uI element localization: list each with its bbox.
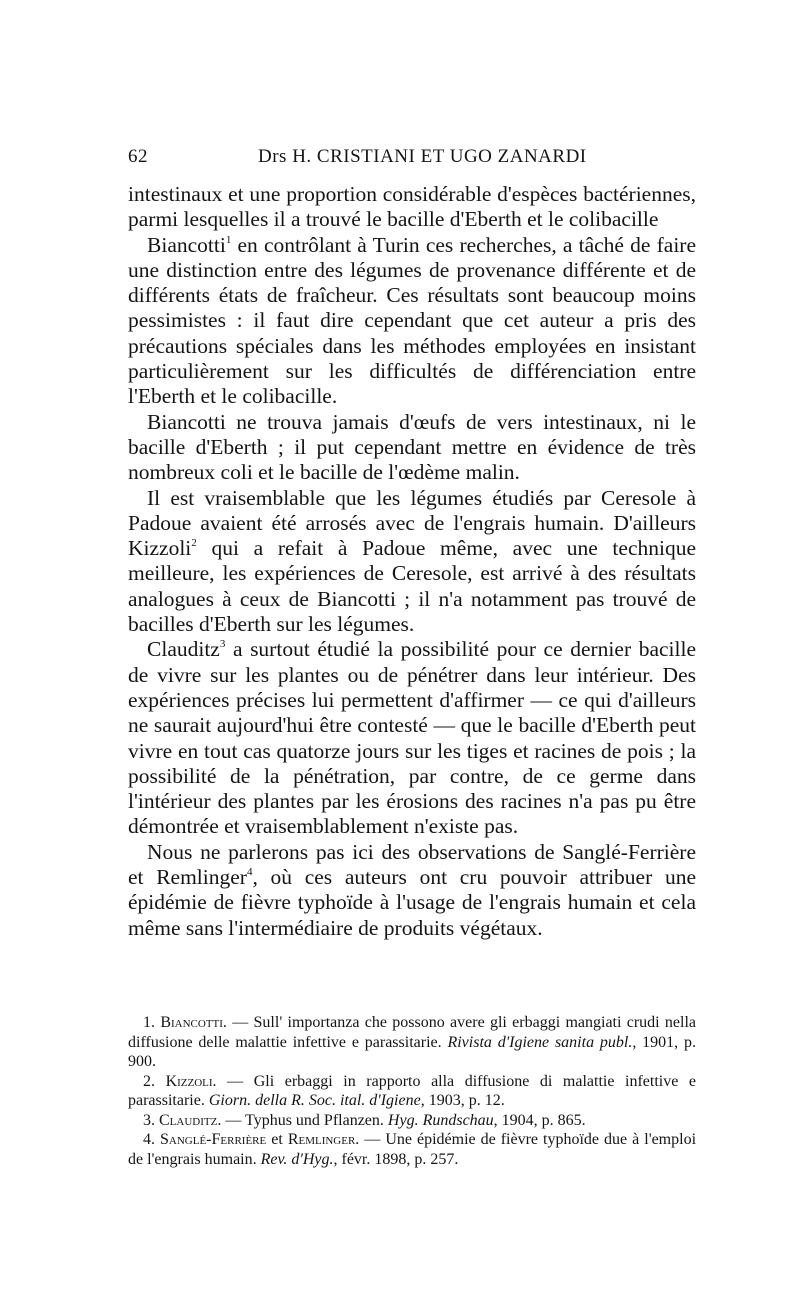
footnote <box>128 1072 696 1111</box>
footnote-tail: , 1904, p. 865. <box>493 1111 586 1129</box>
footnote-number: 4. <box>143 1131 155 1148</box>
footnote-number: 3. <box>143 1111 155 1129</box>
paragraph-text: Il est vraisemblable que les légumes étudiés par Ceresole à Padoue avaient été arrosés avec de l'engrais humain. D'ailleurs Kizzoli <box>128 485 696 561</box>
footnote <box>128 1130 696 1169</box>
footnote-tail: , 1903, p. 12. <box>420 1092 505 1109</box>
paragraph <box>128 486 696 638</box>
footnote-tail: , févr. 1898, p. 257. <box>333 1150 459 1168</box>
running-header <box>128 146 698 176</box>
running-title: Drs H. CRISTIANI ET UGO ZANARDI <box>258 146 587 167</box>
footnote-source: Rivista d'Igiene sanita publ. <box>447 1033 633 1051</box>
footnote-ref: 1 <box>225 233 232 246</box>
paragraph-text: a surtout étudié la possibilité pour ce dernier bacille de vivre sur les plantes ou de pénétrer dans leur intérieur. Des expériences précises lui permettent d'affirmer — ce qui d'ailleurs ne saurait aujourd'hui être contesté — que le bacille d'Eberth peut vivre en tout cas quatorze jours sur les tiges et racines de pois ; la possibilité de la pénétration, par contre, de ce germe dans l'intérieur des plantes par les érosions des racines n'a pas pu être démontrée et vraisemblablement n'existe pas. <box>128 637 696 839</box>
footnote-source: Hyg. Rundschau <box>387 1111 494 1129</box>
footnote-ref: 3 <box>219 638 226 651</box>
paragraph <box>128 410 696 486</box>
paragraph <box>128 637 696 839</box>
footnote-text: et <box>266 1131 288 1148</box>
paragraph-text: , où ces auteurs ont cru pouvoir attribuer une épidémie de fièvre typhoïde à l'usage de l'engrais humain et cela même sans l'intermédiaire de produits végétaux. <box>128 865 696 940</box>
footnote-text: — Sull' importanza che possono avere gli erbaggi mangiati crudi nella diffusione delle malattie infettive e parassitarie. <box>128 1014 697 1051</box>
paragraph-text: Nous ne parlerons pas ici des observations de Sanglé-Ferrière et Remlinger <box>128 839 696 890</box>
footnote <box>128 1013 696 1072</box>
footnote <box>128 1111 696 1131</box>
paragraph-text: en contrôlant à Turin ces recherches, a tâché de faire une distinction entre des légumes de provenance différente et de différents états de fraîcheur. Ces résultats sont beaucoup moins pessimistes : il faut dire cependant que cet auteur a pris des précautions spéciales dans les méthodes employées en insistant particulièrement sur les difficultés de différenciation entre l'Eberth et le colibacille. <box>128 232 696 409</box>
footnote-ref: 4 <box>246 866 253 879</box>
footnote-tail: , 1901, p. 900. <box>128 1033 696 1070</box>
body-text <box>128 182 696 941</box>
footnote-author-2: Remlinger. <box>287 1131 360 1148</box>
paragraph-text: intestinaux et une proportion considérable d'espèces bactériennes, parmi lesquelles il a trouvé le bacille d'Eberth et le colibacille <box>128 182 696 232</box>
paragraph <box>128 840 696 941</box>
footnote-source: Giorn. della R. Soc. ital. d'Igiene <box>208 1092 421 1109</box>
footnote-text: — Typhus und Pflanzen. <box>221 1111 388 1129</box>
author-name: Biancotti <box>147 232 226 257</box>
paragraph <box>128 182 696 233</box>
footnote-author: Kizzoli. <box>165 1072 217 1090</box>
footnote-author: Clauditz. <box>159 1111 222 1129</box>
page-number: 62 <box>128 146 148 167</box>
footnote-ref: 2 <box>191 537 197 550</box>
footnote-number: 2. <box>143 1072 155 1090</box>
footnote-author: Biancotti. <box>160 1014 227 1031</box>
footnote-text: — Gli erbaggi in rapporto alla diffusione di malattie infettive e parassitarie. <box>128 1072 697 1109</box>
author-name: Clauditz <box>147 637 220 662</box>
footnote-source: Rev. d'Hyg. <box>260 1150 334 1168</box>
footnotes <box>128 1013 696 1169</box>
footnote-text-2: — Une épidémie de fièvre typhoïde due à l'emploi de l'engrais humain. <box>128 1131 697 1168</box>
footnote-number: 1. <box>143 1014 155 1031</box>
paragraph-text: Biancotti ne trouva jamais d'œufs de vers intestinaux, ni le bacille d'Eberth ; il put cependant mettre en évidence de très nombreux coli et le bacille de l'œdème malin. <box>128 409 696 485</box>
paragraph <box>128 233 696 410</box>
paragraph-text: qui a refait à Padoue même, avec une technique meilleure, les expériences de Ceresole, est arrivé à des résultats analogues à ceux de Biancotti ; il n'a notamment pas trouvé de bacilles d'Eberth sur les légumes. <box>128 536 696 637</box>
footnote-author: Sanglé-Ferrière <box>160 1131 267 1148</box>
